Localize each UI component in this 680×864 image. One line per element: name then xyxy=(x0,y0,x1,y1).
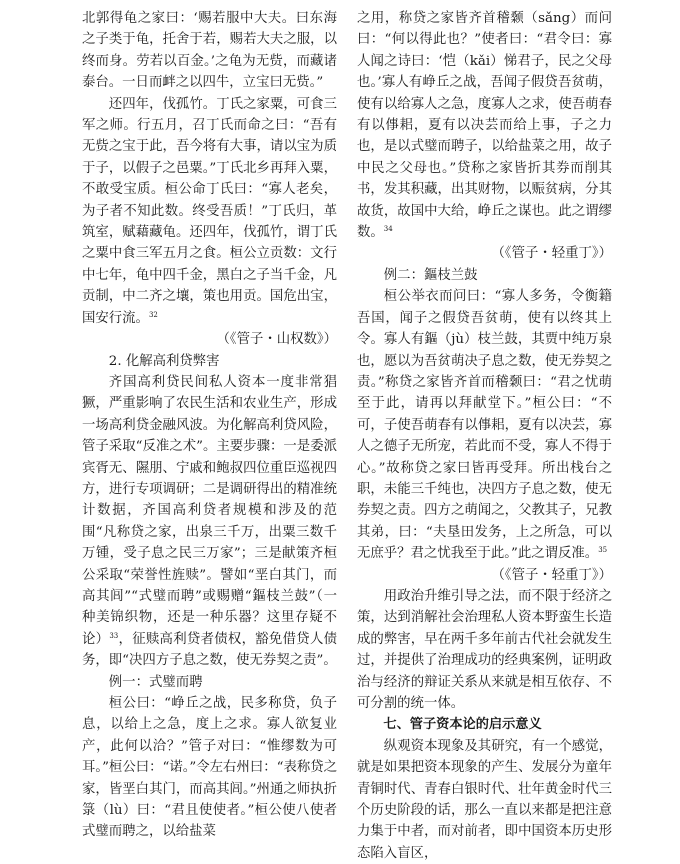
source-citation: （《管子・山权数》） xyxy=(216,332,337,348)
footnote-ref: 33 xyxy=(109,631,119,640)
paragraph: 北郭得龟之家曰：‘赐若服中大夫。曰东海之子类于龟，托舍于若，赐若大夫之服，以终而身。劳若以百金。’之龟为无赀，而藏诸泰台。一日而衅之以四牛，立宝曰无赀。” xyxy=(82,11,337,91)
paragraph xyxy=(82,94,337,329)
example-heading: 例二：鏂枝兰鼓 xyxy=(383,267,478,283)
paragraph-text: 之用，称贷之家皆齐首稽颡（sǎng）而问曰：“何以得此也？”使者曰：“君令曰：寡人闻之诗曰：‘恺（kǎi）悌君子，民之父母也。’寡人有峥丘之战，吾闻子假贷吾贫萌，使有以给寡人之急，度寡人之求，使吾萌春有以倳耜，夏有以决芸而给上事，子之力也，是以式璧而聘子，以给盐菜之用，故子中民之父母也。”贷称之家皆折其券而削其书，发其积藏，出其财物，以赈贫病，分其故货，故国中大给，峥丘之谋也。此之谓缪数。 xyxy=(357,11,612,241)
footnote-ref: 32 xyxy=(148,310,158,319)
paragraph-text: 桓公举衣而问曰：“寡人多务，令衡籍吾国，闻子之假贷吾贫萌，使有以终其上令。寡人有鏂（jù）枝兰鼓，其贾中纯万泉也，愿以为吾贫萌决子息之数，使无券契之责。”称贷之家皆齐首而稽颡曰：“君之忧萌至于此，请再以拜献堂下。”桓公曰：“不可，子使吾萌春有以倳耜，夏有以决芸，寡人之德子无所宠，若此而不受，寡人不得于心。”故称贷之家曰皆再受拜。所出栈台之职，未能三千纯也，决四方子息之数，使无券契之责。四方之萌闻之，父教其子，兄教其弟，曰：“夫垦田发务，上之所急，可以无庶乎？君之忧我至于此。”此之谓反准。 xyxy=(357,289,612,562)
paragraph: 桓公曰：“峥丘之战，民多称贷，负子息，以给上之急，度上之求。寡人欲复业产，此何以洽？”管子对曰：“惟缪数为可耳。”桓公曰：“诺。”令左右州曰：“表称贷之家，皆垩白其门，而高其闾。”州通之师执折箓（lù）曰：“君且使使者。”桓公使八使者式璧而聘之，以给盐菜 xyxy=(82,696,338,840)
footnote-ref: 35 xyxy=(598,546,608,555)
paragraph-text: ，征赎高利贷者债权，豁免借贷人债务，即“决四方子息之数，使无券契之责”。 xyxy=(82,631,338,669)
example-heading: 例一：式璧而聘 xyxy=(108,674,203,690)
right-column xyxy=(357,8,612,864)
left-column xyxy=(82,8,337,843)
paragraph-text: 齐国高利贷民间私人资本一度非常猖獗，严重影响了农民生活和农业生产，形成一场高利贷金融风波。为化解高利贷风险，管子采取“反准之术”。主要步骤：一是委派宾胥无、隰朋、宁戚和鲍叔四位重臣巡视四方，进行专项调研；二是调研得出的精准统计数据，齐国高利贷者规模和涉及的范围“凡称贷之家，出泉三千万，出粟三数千万锺，受子息之民三万家”；三是献策齐桓公采取“荣誉性旌赎”。譬如“垩白其门，而高其闾”“式璧而聘”或赐赠“鏂枝兰鼓”（一种美锦织物，还是一种乐器？这里存疑不论） xyxy=(82,374,337,647)
paragraph xyxy=(357,8,612,243)
subsection-heading: 2. 化解高利贷弊害 xyxy=(108,353,220,369)
source-citation: （《管子・轻重丁》） xyxy=(491,567,612,583)
paragraph xyxy=(357,286,612,564)
paragraph xyxy=(82,372,337,672)
paragraph: 纵观资本现象及其研究，有一个感觉，就是如果把资本现象的产生、发展分为童年青铜时代、青春白银时代、壮年黄金时代三个历史阶段的话，那么一直以来都是把注意力集于中者，而对前者，即中国资本历史形态陷入盲区， xyxy=(357,738,612,861)
source-citation: （《管子・轻重丁》） xyxy=(491,246,612,262)
paragraph-text: 还四年，伐孤竹。丁氏之家粟，可食三军之师。行五月，召丁氏而命之曰：“吾有无赀之宝于此，吾今将有大事，请以宝为质于子，以假子之邑粟。”丁氏北乡再拜入粟，不敢受宝质。桓公命丁氏曰：“寡人老矣，为子者不知此数。终受吾质！”丁氏归，革筑室，赋藉藏龟。还四年，伐孤竹，谓丁氏之粟中食三军五月之食。桓公立贡数：文行中七年，龟中四千金，黑白之子当千金，凡贡制，中二齐之壤，策也用贡。国危出宝，国安行流。 xyxy=(82,96,337,326)
paragraph: 用政治升维引导之法，而不限于经济之策，达到消解社会治理私人资本野蛮生长造成的弊害，早在两千多年前古代社会就发生过，并提供了治理成功的经典案例，证明政治与经济的辩证关系从来就是相互依存、不可分割的统一体。 xyxy=(357,588,612,711)
footnote-ref: 34 xyxy=(383,225,393,234)
section-heading: 七、管子资本论的启示意义 xyxy=(383,717,542,733)
